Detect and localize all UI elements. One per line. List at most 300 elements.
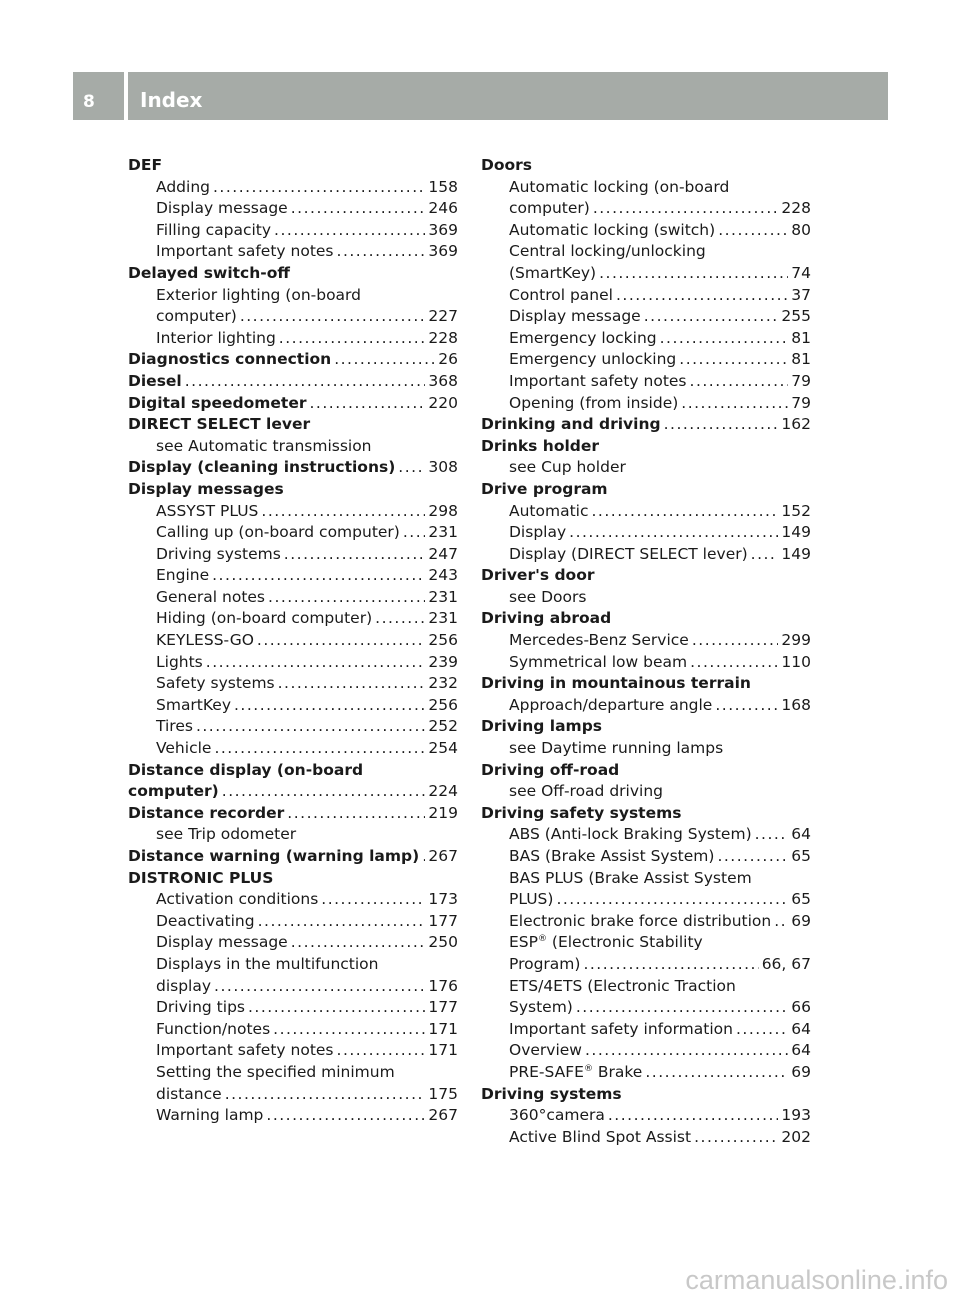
index-subentry — [128, 608, 458, 630]
entry-text — [509, 285, 613, 307]
entry-text — [509, 587, 586, 609]
entry-label: Function/notes — [156, 1019, 271, 1038]
entry-text — [509, 393, 678, 415]
entry-text — [156, 220, 271, 242]
entry-text — [481, 608, 611, 630]
page-reference: 231 — [428, 523, 458, 542]
dot-leader — [248, 997, 425, 1019]
entry-text — [509, 738, 723, 760]
entry-text — [156, 522, 400, 544]
index-subentry — [128, 220, 458, 242]
entry-label: Lights — [156, 652, 203, 671]
entry-label: Driving off-road — [481, 760, 620, 779]
page-reference: 69 — [791, 911, 811, 930]
dot-leader — [375, 608, 425, 630]
index-subentry — [481, 1062, 811, 1084]
entry-label: System) — [509, 998, 573, 1017]
dot-leader — [583, 954, 758, 976]
entry-label: see Cup holder — [509, 458, 626, 477]
entry-label: BAS PLUS (Brake Assist System — [509, 868, 752, 887]
entry-text — [156, 673, 275, 695]
index-subentry — [481, 781, 811, 803]
index-entry — [481, 155, 811, 177]
entry-text — [156, 501, 258, 523]
index-subentry — [128, 587, 458, 609]
entry-text — [128, 263, 290, 285]
page-reference: 220 — [428, 393, 458, 412]
page-reference: 219 — [428, 803, 458, 822]
index-entry — [481, 414, 811, 436]
entry-label: Display (cleaning instructions) — [128, 458, 396, 477]
entry-label: Activation conditions — [156, 890, 319, 909]
entry-label: Driving systems — [156, 544, 281, 563]
entry-label: Important safety notes — [156, 242, 334, 261]
page-reference: 232 — [428, 674, 458, 693]
entry-label: Driving systems — [481, 1084, 622, 1103]
dot-leader — [715, 695, 778, 717]
page-reference: 255 — [781, 307, 811, 326]
index-subentry — [128, 652, 458, 674]
entry-text — [156, 544, 281, 566]
entry-label: Driver's door — [481, 566, 595, 585]
entry-label: DIRECT SELECT lever — [128, 415, 311, 434]
entry-text — [156, 630, 254, 652]
index-subentry — [481, 932, 811, 954]
entry-label: Engine — [156, 566, 210, 585]
entry-label: Exterior lighting (on-board — [156, 285, 361, 304]
entry-label: Distance display (on-board — [128, 760, 364, 779]
entry-text — [128, 414, 310, 436]
entry-text — [156, 436, 372, 458]
entry-label: Driving abroad — [481, 609, 612, 628]
entry-label: Drive program — [481, 479, 608, 498]
entry-text — [128, 846, 419, 868]
entry-text — [156, 1040, 334, 1062]
entry-text — [128, 479, 284, 501]
dot-leader — [718, 220, 788, 242]
index-subentry — [481, 501, 811, 523]
entry-text — [481, 565, 595, 587]
entry-label: Display message — [509, 307, 641, 326]
dot-leader — [261, 501, 425, 523]
entry-text — [156, 695, 231, 717]
index-subentry — [128, 824, 458, 846]
entry-text — [156, 824, 296, 846]
index-subentry — [128, 241, 458, 263]
page-reference: 267 — [428, 847, 458, 865]
index-subentry — [481, 846, 811, 868]
page-reference: 65 — [791, 847, 811, 865]
entry-text — [509, 846, 714, 868]
index-entry — [128, 371, 458, 393]
index-subentry — [481, 1127, 811, 1149]
entry-text — [509, 306, 641, 328]
index-subentry — [128, 436, 458, 458]
entry-text — [509, 868, 752, 890]
entry-text — [156, 911, 255, 933]
index-entry — [128, 846, 458, 868]
entry-label: Doors — [481, 156, 533, 174]
index-subentry — [481, 328, 811, 350]
entry-label: Control panel — [509, 285, 613, 304]
entry-label: Tires — [156, 717, 193, 736]
page-reference: 298 — [428, 501, 458, 520]
index-subentry — [481, 1019, 811, 1041]
index-subentry — [128, 198, 458, 220]
page-reference: 239 — [428, 652, 458, 671]
entry-label: Program) — [509, 954, 581, 973]
entry-text — [156, 198, 288, 220]
index-entry — [481, 608, 811, 630]
registered-mark: ® — [537, 934, 547, 945]
dot-leader — [616, 285, 788, 307]
dot-leader — [593, 198, 779, 220]
index-column-left — [128, 155, 458, 1127]
entry-text — [156, 976, 211, 998]
dot-leader — [694, 1127, 778, 1149]
page-reference: 168 — [781, 695, 811, 714]
dot-leader — [337, 241, 426, 263]
dot-leader — [645, 1062, 788, 1084]
page-reference: 368 — [428, 371, 458, 390]
index-entry — [481, 479, 811, 501]
entry-text — [156, 306, 237, 328]
dot-leader — [310, 393, 426, 415]
dot-leader — [690, 371, 789, 393]
page-reference: 227 — [428, 307, 458, 326]
index-subentry — [481, 587, 811, 609]
entry-label: Automatic — [509, 501, 589, 520]
page-reference: 267 — [428, 1106, 458, 1125]
section-title: Index — [140, 88, 203, 112]
index-subentry — [481, 393, 811, 415]
page-reference: 171 — [428, 1019, 458, 1038]
index-subentry — [481, 824, 811, 846]
page-reference: 369 — [428, 220, 458, 239]
index-entry — [128, 457, 458, 479]
page-reference: 64 — [791, 1019, 811, 1038]
entry-text — [156, 954, 379, 976]
entry-label: Filling capacity — [156, 220, 272, 239]
index-entry — [128, 868, 458, 890]
entry-text — [128, 371, 182, 393]
entry-text — [509, 522, 566, 544]
entry-label: see Doors — [509, 587, 587, 606]
entry-text — [156, 587, 265, 609]
page-reference: 177 — [428, 911, 458, 930]
entry-text — [509, 220, 715, 242]
page-reference: 37 — [791, 285, 811, 304]
index-subentry — [128, 911, 458, 933]
index-subentry — [481, 457, 811, 479]
dot-leader — [403, 522, 426, 544]
page-reference: 79 — [791, 371, 811, 390]
dot-leader — [196, 716, 425, 738]
dot-leader — [337, 1040, 426, 1062]
dot-leader — [274, 220, 425, 242]
dot-leader — [664, 414, 779, 436]
entry-text — [509, 349, 676, 371]
index-subentry — [481, 976, 811, 998]
entry-text — [509, 954, 580, 976]
entry-text — [509, 695, 712, 717]
dot-leader — [278, 673, 426, 695]
entry-label: Opening (from inside) — [509, 393, 679, 412]
index-subentry — [481, 997, 811, 1019]
index-subentry — [128, 630, 458, 652]
entry-label: PLUS) — [509, 890, 554, 909]
entry-label: Central locking/unlocking — [509, 242, 706, 261]
entry-label: Important safety information — [509, 1019, 733, 1038]
entry-text — [128, 393, 307, 415]
entry-text — [509, 1127, 691, 1149]
dot-leader — [279, 328, 426, 350]
dot-leader — [273, 1019, 425, 1041]
dot-leader — [585, 1040, 788, 1062]
entry-label: Deactivating — [156, 911, 255, 930]
entry-text — [128, 781, 219, 803]
entry-label: DEF — [128, 156, 163, 174]
entry-text — [481, 803, 681, 825]
dot-leader — [185, 371, 426, 393]
dot-leader — [240, 306, 426, 328]
page-reference: 171 — [428, 1041, 458, 1060]
dot-leader — [234, 695, 425, 717]
registered-mark: ® — [583, 1063, 593, 1074]
entry-text — [156, 889, 318, 911]
entry-label: Emergency locking — [509, 328, 657, 347]
entry-text — [509, 1062, 642, 1084]
entry-label: General notes — [156, 587, 266, 606]
entry-label: display — [156, 976, 212, 995]
entry-text — [509, 263, 596, 285]
entry-text — [509, 198, 590, 220]
entry-label: Driving safety systems — [481, 803, 682, 822]
index-subentry — [481, 868, 811, 890]
entry-label: (SmartKey) — [509, 263, 597, 282]
dot-leader — [774, 911, 788, 933]
dot-leader — [644, 306, 779, 328]
index-subentry — [128, 565, 458, 587]
index-subentry — [128, 1084, 458, 1106]
index-subentry — [481, 911, 811, 933]
page-reference: 252 — [428, 717, 458, 736]
entry-text — [481, 760, 619, 782]
page-reference: 256 — [428, 631, 458, 650]
entry-text — [509, 932, 703, 954]
page-reference: 162 — [781, 415, 811, 434]
dot-leader — [398, 457, 425, 479]
index-subentry — [128, 285, 458, 307]
index-subentry — [481, 285, 811, 307]
index-entry — [128, 155, 458, 177]
entry-label: Display message — [156, 199, 288, 218]
index-entry — [481, 673, 811, 695]
entry-label: ABS (Anti-lock Braking System) — [509, 825, 752, 844]
entry-text — [481, 1084, 622, 1106]
entry-text — [509, 328, 657, 350]
entry-text — [509, 177, 729, 199]
page-reference: 65 — [791, 890, 811, 909]
entry-text — [156, 1084, 222, 1106]
index-subentry — [128, 306, 458, 328]
entry-label: computer) — [509, 199, 590, 218]
page-reference: 256 — [428, 695, 458, 714]
index-subentry — [128, 673, 458, 695]
entry-text — [156, 1062, 395, 1084]
entry-label: Electronic brake force distribution — [509, 911, 772, 930]
entry-label: see Daytime running lamps — [509, 739, 724, 758]
entry-label: Mercedes-Benz Service — [509, 631, 689, 650]
entry-label: see Off-road driving — [509, 782, 663, 801]
entry-text — [128, 457, 395, 479]
entry-text — [509, 652, 687, 674]
entry-text — [509, 544, 748, 566]
entry-label: Approach/departure angle — [509, 695, 713, 714]
entry-text — [156, 652, 203, 674]
dot-leader — [291, 198, 426, 220]
entry-text — [156, 241, 334, 263]
page-reference: 202 — [781, 1127, 811, 1146]
entry-label-continued: Brake — [592, 1062, 643, 1081]
dot-leader — [214, 738, 425, 760]
index-subentry — [128, 695, 458, 717]
entry-text — [481, 479, 608, 501]
index-subentry — [128, 544, 458, 566]
index-subentry — [128, 716, 458, 738]
page-number: 8 — [83, 92, 95, 112]
index-subentry — [128, 1105, 458, 1127]
page-reference: 64 — [791, 1041, 811, 1060]
page-reference: 66, 67 — [761, 954, 811, 973]
page-reference: 177 — [428, 998, 458, 1017]
entry-text — [509, 1105, 605, 1127]
dot-leader — [206, 652, 426, 674]
page-reference: 26 — [438, 350, 458, 369]
page-reference: 193 — [781, 1106, 811, 1125]
entry-label: Digital speedometer — [128, 393, 307, 412]
index-entry — [481, 716, 811, 738]
index-subentry — [481, 177, 811, 199]
page-reference: 110 — [781, 652, 811, 671]
entry-label: Diesel — [128, 371, 182, 390]
dot-leader — [284, 544, 426, 566]
entry-text — [156, 177, 210, 199]
entry-text — [509, 911, 771, 933]
entry-label: Symmetrical low beam — [509, 652, 688, 671]
index-subentry — [481, 1040, 811, 1062]
entry-label: distance — [156, 1084, 222, 1103]
dot-leader — [258, 911, 426, 933]
index-entry — [481, 436, 811, 458]
entry-text — [156, 608, 372, 630]
index-subentry — [481, 738, 811, 760]
entry-text — [509, 889, 553, 911]
entry-text — [481, 716, 602, 738]
dot-leader — [213, 177, 425, 199]
entry-text — [156, 716, 193, 738]
dot-leader — [422, 846, 425, 868]
index-entry — [128, 393, 458, 415]
index-subentry — [481, 630, 811, 652]
entry-label: Vehicle — [156, 739, 212, 758]
page-reference: 149 — [781, 544, 811, 563]
entry-text — [481, 414, 661, 436]
index-subentry — [128, 328, 458, 350]
entry-label: Driving tips — [156, 998, 245, 1017]
page-reference: 247 — [428, 544, 458, 563]
page-reference: 231 — [428, 609, 458, 628]
entry-label: see Automatic transmission — [156, 436, 372, 455]
dot-leader — [214, 976, 425, 998]
index-subentry — [481, 1105, 811, 1127]
entry-text — [481, 436, 599, 458]
entry-text — [128, 760, 363, 782]
entry-label: BAS (Brake Assist System) — [509, 847, 715, 865]
index-entry — [128, 781, 458, 803]
entry-text — [156, 328, 276, 350]
entry-text — [156, 285, 361, 307]
entry-label: KEYLESS-GO — [156, 631, 254, 650]
index-subentry — [128, 1040, 458, 1062]
entry-text — [509, 1019, 733, 1041]
dot-leader — [592, 501, 779, 523]
entry-text — [509, 781, 663, 803]
index-subentry — [128, 889, 458, 911]
page-reference: 175 — [428, 1084, 458, 1103]
entry-text — [128, 349, 331, 371]
entry-text — [509, 976, 736, 998]
entry-text — [128, 803, 284, 825]
entry-label: Active Blind Spot Assist — [509, 1127, 692, 1146]
page-reference: 176 — [428, 976, 458, 995]
entry-label: PRE-SAFE — [509, 1062, 584, 1081]
entry-label: Automatic locking (on-board — [509, 177, 730, 196]
entry-label: DISTRONIC PLUS — [128, 868, 274, 887]
page-reference: 158 — [428, 177, 458, 196]
index-entry — [481, 1084, 811, 1106]
index-subentry — [128, 954, 458, 976]
entry-label: ASSYST PLUS — [156, 501, 259, 520]
page-reference: 79 — [791, 393, 811, 412]
index-subentry — [481, 241, 811, 263]
index-subentry — [128, 1019, 458, 1041]
dot-leader — [755, 824, 789, 846]
index-subentry — [481, 522, 811, 544]
dot-leader — [222, 781, 426, 803]
entry-label-continued: (Electronic Stability — [546, 933, 703, 952]
entry-text — [509, 371, 687, 393]
entry-label: Overview — [509, 1041, 582, 1060]
entry-text — [128, 868, 273, 890]
index-subentry — [481, 695, 811, 717]
index-entry — [481, 803, 811, 825]
index-subentry — [481, 889, 811, 911]
page-reference: 81 — [791, 350, 811, 369]
dot-leader — [569, 522, 778, 544]
dot-leader — [679, 349, 788, 371]
dot-leader — [751, 544, 779, 566]
entry-label: Important safety notes — [156, 1041, 334, 1060]
dot-leader — [556, 889, 788, 911]
page-reference: 173 — [428, 890, 458, 909]
entry-label: see Trip odometer — [156, 825, 297, 844]
dot-leader — [692, 630, 779, 652]
index-entry — [128, 760, 458, 782]
entry-text — [156, 932, 288, 954]
page-reference: 308 — [428, 458, 458, 477]
index-entry — [128, 349, 458, 371]
